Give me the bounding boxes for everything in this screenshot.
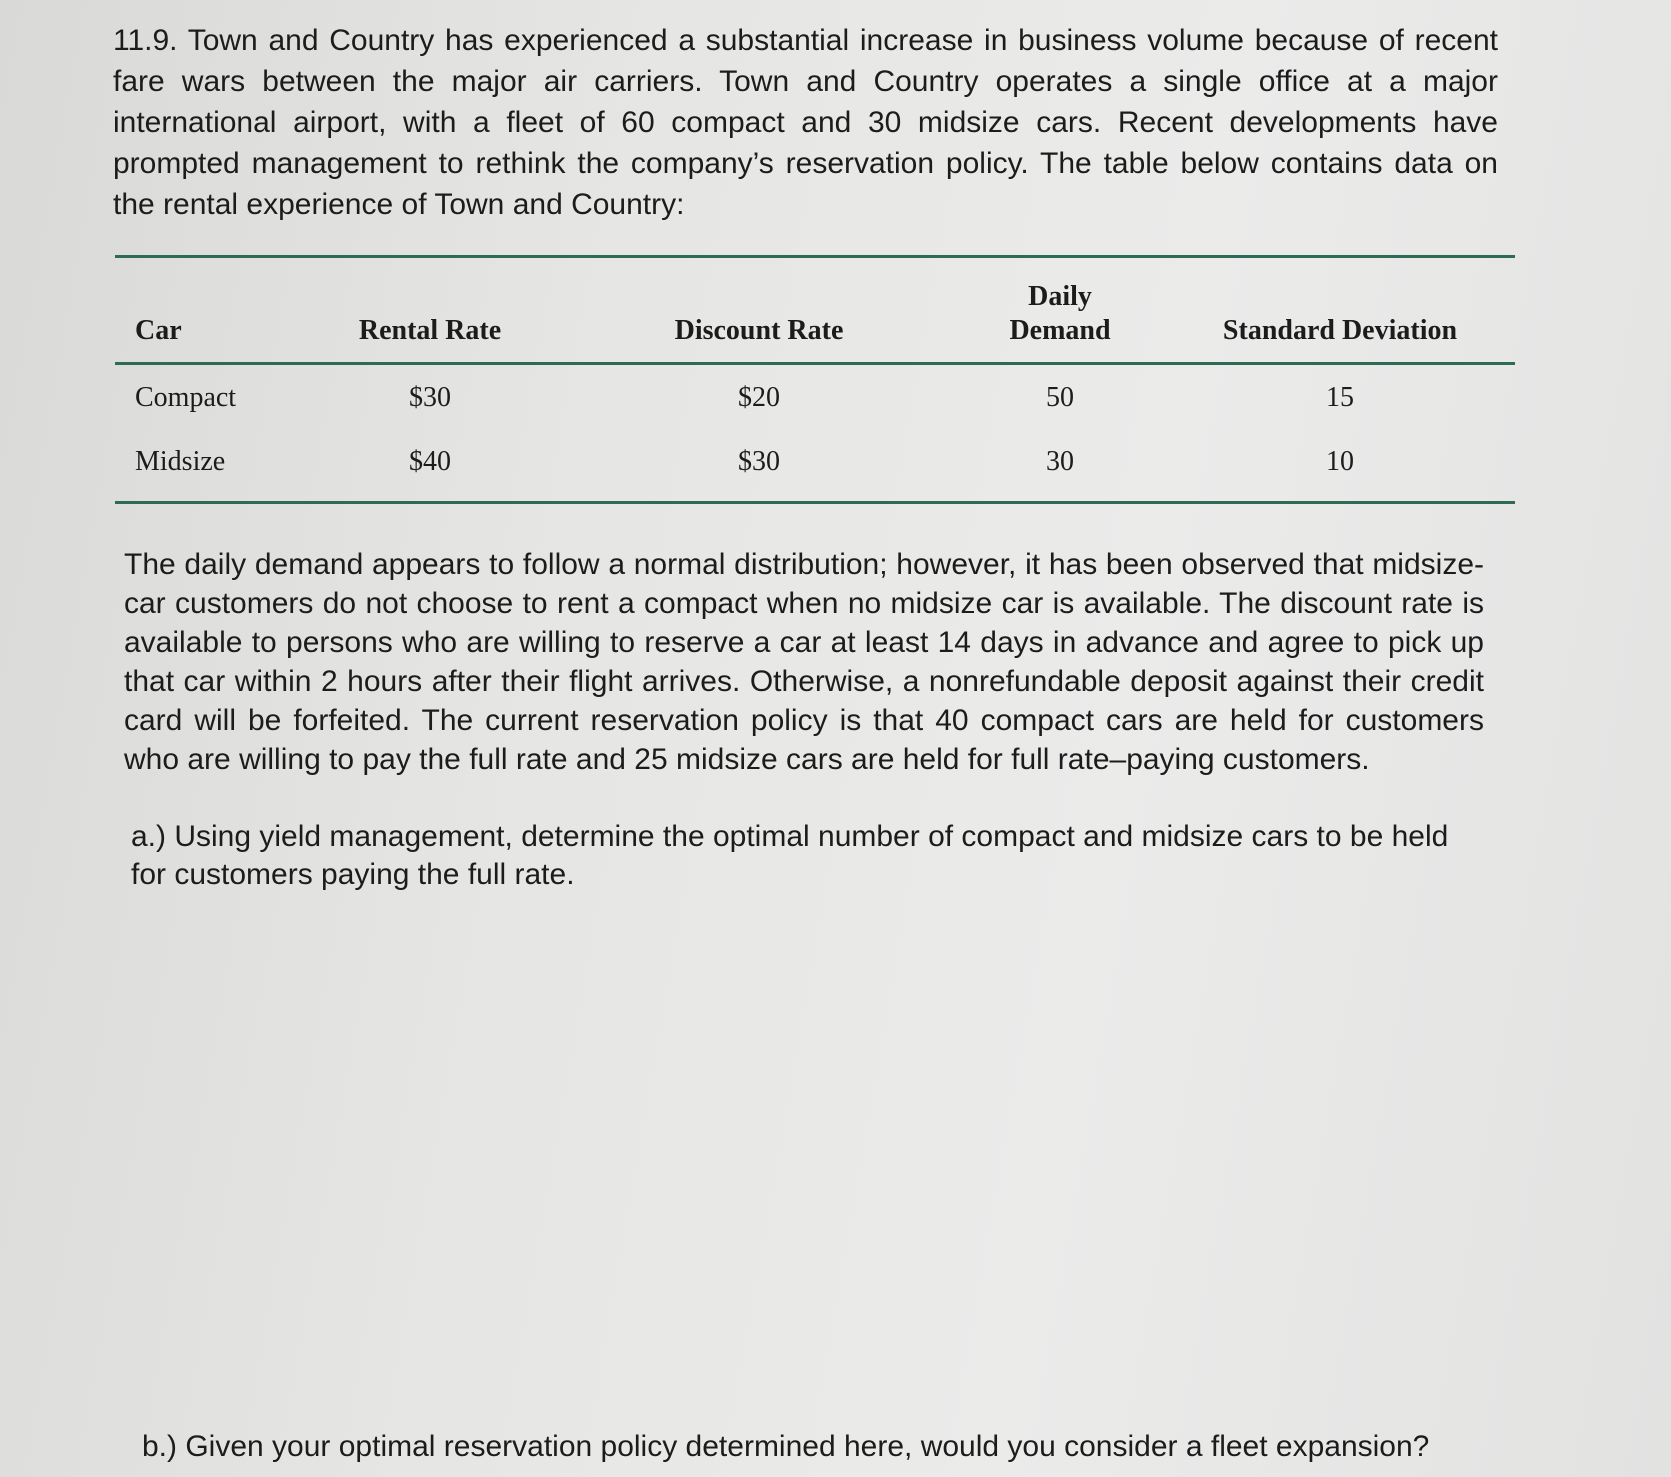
- cell-daily-demand: 30: [1046, 446, 1074, 477]
- cell-daily-demand: 50: [1046, 382, 1074, 413]
- header-daily-demand-line2: Demand: [1009, 315, 1111, 346]
- question-a: a.) Using yield management, determine the optimal number of compact and midsize cars to be held for customers paying the full rate.: [131, 820, 1449, 891]
- cell-standard-deviation: 15: [1326, 382, 1354, 413]
- question-b: b.) Given your optimal reservation policy determined here, would you consider a fleet expansion?: [142, 1430, 1430, 1463]
- rental-data-table-wrapper: [115, 255, 1515, 504]
- description-paragraph: The daily demand appears to follow a normal distribution; however, it has been observed that midsize-car customers do not choose to rent a compact when no midsize car is available. The discount rate is available to persons who are willing to reserve a car at least 14 days in advance and agree to pick up that car within 2 hours after their flight arrives. Otherwise, a nonrefundable deposit against their credit card will be forfeited. The current reservation policy is that 40 compact cars are held for customers who are willing to pay the full rate and 25 midsize cars are held for full rate–paying customers.: [124, 548, 1484, 776]
- header-daily-demand: [955, 266, 1165, 364]
- table-bottom-rule: [115, 501, 1515, 504]
- header-discount-rate: Discount Rate: [674, 315, 844, 346]
- table-top-rule: [115, 255, 1515, 258]
- cell-rental-rate: $30: [409, 382, 451, 413]
- table-row: [115, 429, 1515, 501]
- cell-standard-deviation: 10: [1326, 446, 1354, 477]
- header-car: Car: [135, 315, 182, 346]
- cell-car: Compact: [135, 382, 237, 413]
- header-daily-demand-line1: Daily: [1028, 281, 1092, 312]
- table-row: [115, 364, 1515, 430]
- table-header-row: [115, 266, 1515, 364]
- header-standard-deviation: Standard Deviation: [1222, 315, 1458, 346]
- header-rental-rate: Rental Rate: [358, 315, 502, 346]
- problem-intro: 11.9. Town and Country has experienced a substantial increase in business volume because of recent fare wars between the major air carriers. Town and Country operates a single office at a major international airport, with a fleet of 60 compact and 30 midsize cars. Recent developments have prompted management to rethink the company’s reservation policy. The table below contains data on the rental experience of Town and Country:: [113, 24, 1498, 221]
- cell-discount-rate: $20: [738, 382, 780, 413]
- rental-data-table: [115, 266, 1515, 501]
- cell-car: Midsize: [135, 446, 226, 477]
- cell-discount-rate: $30: [738, 446, 780, 477]
- cell-rental-rate: $40: [409, 446, 451, 477]
